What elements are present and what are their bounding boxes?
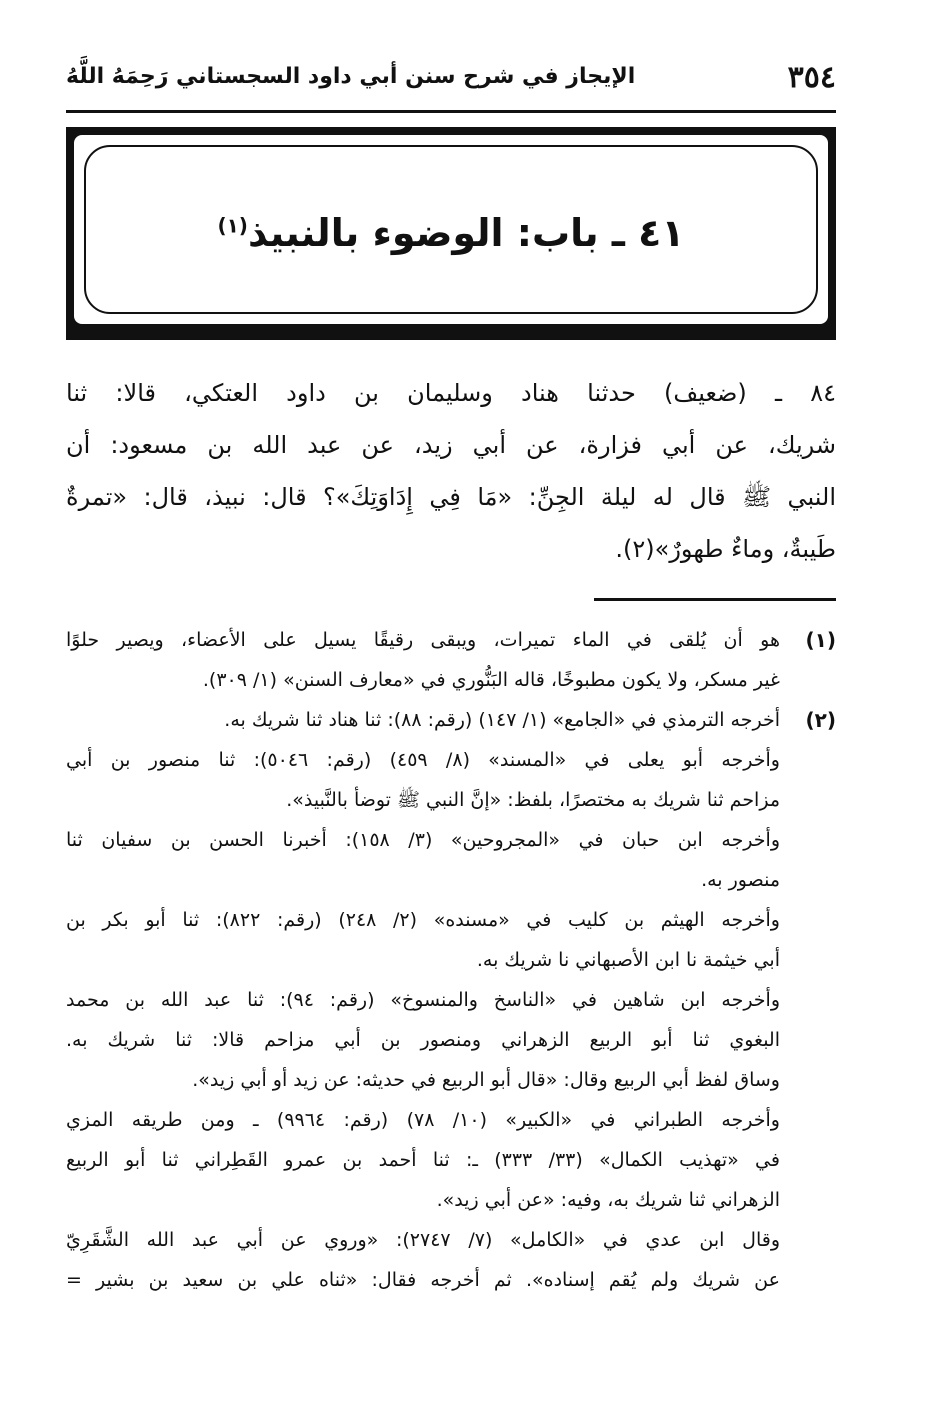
- footnote-2-line: [66, 780, 836, 820]
- footnote-2-line: [66, 740, 836, 780]
- footnote-2-line: [66, 860, 836, 900]
- footnote-2-line: [66, 820, 836, 860]
- footnote-line: مزاحم ثنا شريك به مختصرًا، بلفظ: «إنَّ النبي ﷺ توضأ بالنَّبيذ».: [286, 789, 780, 811]
- page-number: ٣٥٤: [787, 60, 836, 95]
- footnote-2: [66, 700, 836, 740]
- footnote-line: وأخرجه أبو يعلى في «المسند» (٨/ ٤٥٩) (رقم: ٥٠٤٦): ثنا منصور بن أبي: [66, 749, 780, 771]
- hadith-line: طَيبةٌ، وماءٌ طهورٌ»(٢).: [615, 535, 836, 563]
- footnote-line: وأخرجه الهيثم بن كليب في «مسنده» (٢/ ٢٤٨) (رقم: ٨٢٢): ثنا أبو بكر بن: [66, 909, 780, 931]
- footnote-2-line: [66, 1060, 836, 1100]
- footnote-2-line: [66, 1020, 836, 1060]
- footnote-1: [66, 620, 836, 660]
- footnote-line: هو أن يُلقى في الماء تميرات، ويبقى رقيقًا يسيل على الأعضاء، ويصير حلوًا: [66, 629, 780, 651]
- footnote-2-line: [66, 980, 836, 1020]
- hadith-line: شريك، عن أبي فزارة، عن أبي زيد، عن عبد الله بن مسعود: أن: [66, 431, 836, 459]
- footnote-line: وأخرجه ابن حبان في «المجروحين» (٣/ ١٥٨): أخبرنا الحسن بن سفيان ثنا: [66, 829, 780, 851]
- footnote-1-cont: [66, 660, 836, 700]
- footnote-line: وقال ابن عدي في «الكامل» (٧/ ٢٧٤٧): «وروي عن أبي عبد الله الشَّقَرِيّ: [66, 1229, 780, 1251]
- footnote-number: (١): [805, 628, 836, 652]
- footnote-line: أخرجه الترمذي في «الجامع» (١/ ١٤٧) (رقم: ٨٨): ثنا هناد ثنا شريك به.: [224, 709, 780, 731]
- footnote-number: (٢): [805, 708, 836, 732]
- chapter-title-text: ٤١ ـ باب: الوضوء بالنبيذ: [247, 211, 685, 255]
- hadith-line: ٨٤ ـ (ضعيف) حدثنا هناد وسليمان بن داود العتكي، قالا: ثنا: [66, 379, 836, 407]
- footnote-2-line: [66, 940, 836, 980]
- footnote-line: وساق لفظ أبي الربيع وقال: «قال أبو الربيع في حديثه: عن زيد أو أبي زيد».: [192, 1069, 780, 1091]
- footnote-line: غير مسكر، ولا يكون مطبوخًا، قاله البَنُّوري في «معارف السنن» (١/ ٣٠٩).: [202, 669, 780, 691]
- footnote-2-line: [66, 1260, 836, 1300]
- footnote-2-line: [66, 1180, 836, 1220]
- footnote-2-line: [66, 1220, 836, 1260]
- footnote-line: وأخرجه الطبراني في «الكبير» (١٠/ ٧٨) (رقم: ٩٩٦٤) ـ ومن طريقه المزي: [66, 1109, 780, 1131]
- footnote-separator: [594, 598, 836, 601]
- running-title: الإيجاز في شرح سنن أبي داود السجستاني رَحِمَهُ اللَّهُ: [66, 64, 636, 89]
- footnote-line: منصور به.: [701, 869, 780, 891]
- footnote-line: عن شريك ولم يُقم إسناده». ثم أخرجه فقال: «ثناه علي بن سعيد بن بشير =: [66, 1269, 780, 1291]
- footnote-line: أبي خيثمة نا ابن الأصبهاني نا شريك به.: [476, 949, 780, 971]
- footnote-line: وأخرجه ابن شاهين في «الناسخ والمنسوخ» (رقم: ٩٤): ثنا عبد الله بن محمد: [66, 989, 781, 1011]
- footnote-2-line: [66, 1140, 836, 1180]
- footnote-2-line: [66, 900, 836, 940]
- footnote-line: البغوي ثنا أبو الربيع الزهراني ومنصور بن أبي مزاحم قالا: ثنا شريك به.: [66, 1029, 780, 1051]
- footnote-2-line: [66, 1100, 836, 1140]
- footnote-line: الزهراني ثنا شريك به، وفيه: «عن أبي زيد».: [436, 1189, 780, 1211]
- chapter-footnote-ref: (١): [217, 213, 248, 238]
- header-rule: [66, 110, 836, 113]
- chapter-title: [66, 211, 836, 255]
- chapter-title-frame: [66, 127, 836, 340]
- hadith-line: النبي ﷺ قال له ليلة الجِنِّ: «مَا فِي إِدَاوَتِكَ»؟ قال: نبيذ، قال: «تمرةٌ: [66, 483, 836, 511]
- footnote-line: في «تهذيب الكمال» (٣٣/ ٣٣٣) ـ: ثنا أحمد بن عمرو القَطِراني ثنا أبو الربيع: [66, 1149, 780, 1171]
- page-header: [66, 56, 836, 100]
